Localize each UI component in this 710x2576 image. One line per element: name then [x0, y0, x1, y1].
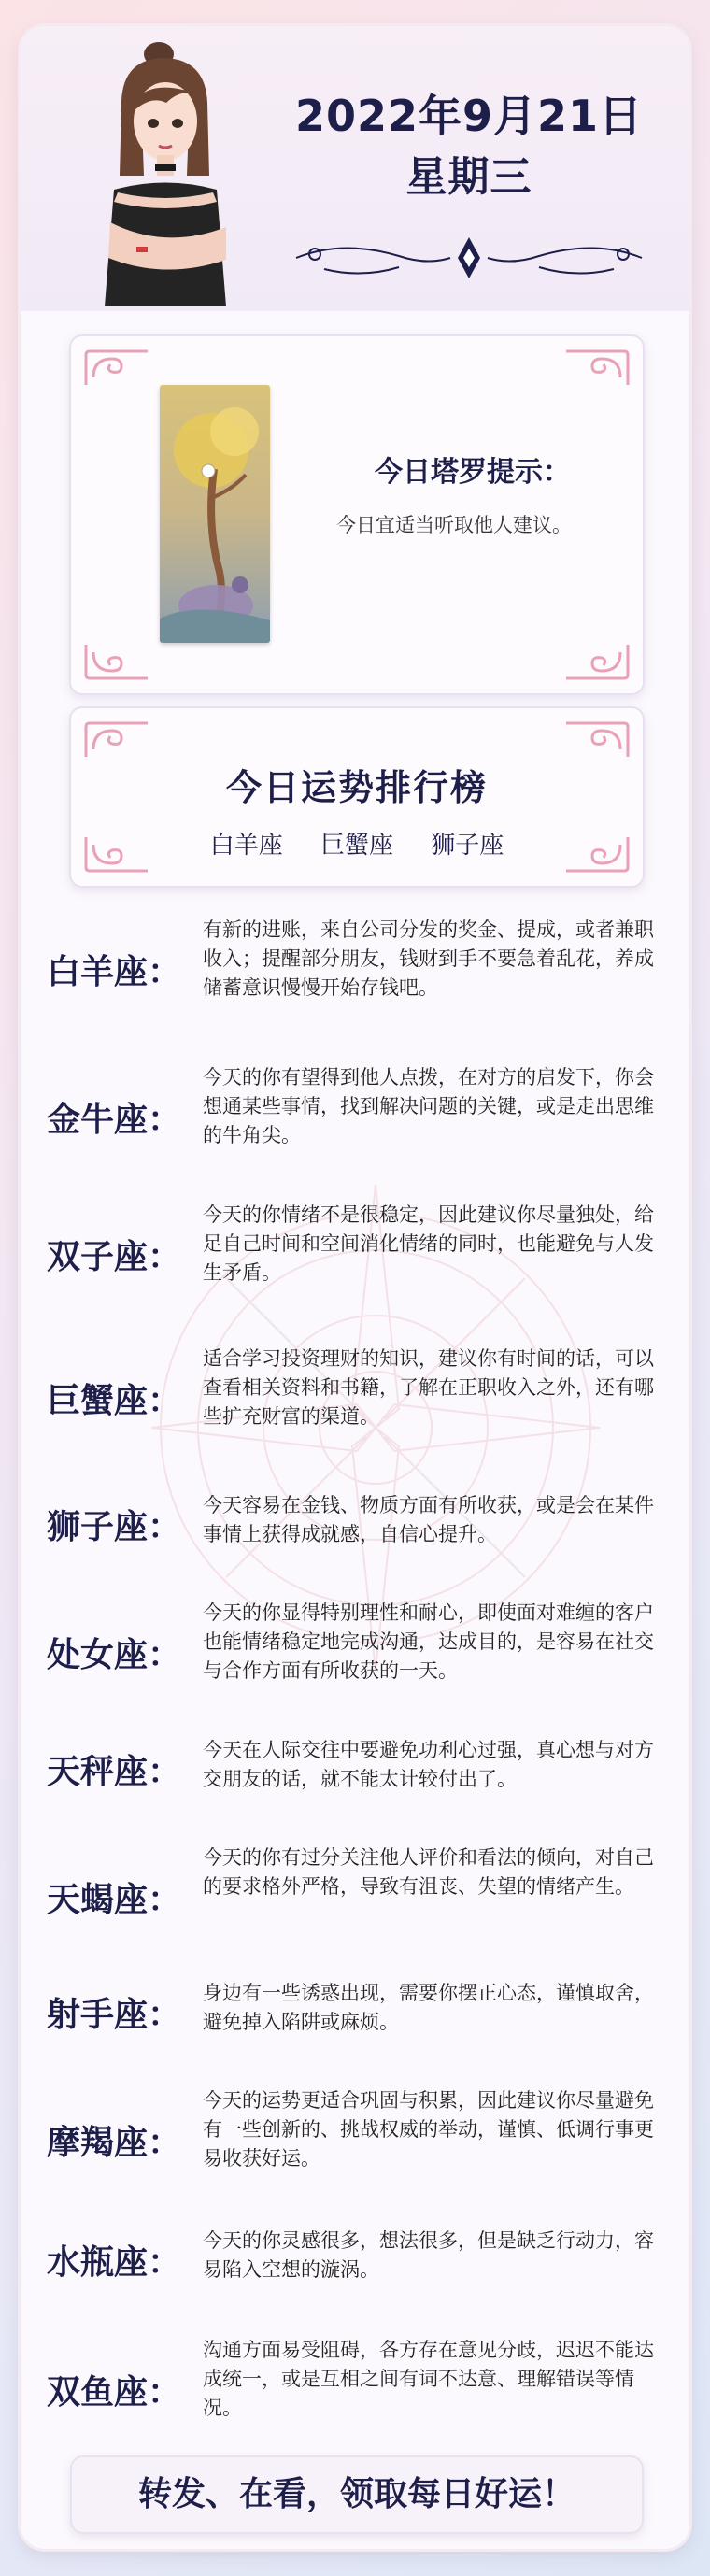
- corner-ornament-icon: [564, 643, 630, 680]
- sign-name: 白羊座：: [47, 953, 182, 991]
- sign-name: 金牛座：: [47, 1101, 182, 1139]
- corner-ornament-icon: [564, 721, 630, 759]
- sign-text: 今天的你灵感很多，想法很多，但是缺乏行动力，容易陷入空想的漩涡。: [203, 2229, 654, 2281]
- ranking-signs: [71, 826, 643, 861]
- sign-name: 水瓶座：: [47, 2243, 182, 2282]
- sign-name: 处女座：: [47, 1636, 182, 1674]
- ranking-sign: 白羊座: [209, 832, 283, 860]
- footer-banner: 转发、在看，领取每日好运！: [70, 2455, 644, 2534]
- sign-text: 身边有一些诱惑出现，需要你摆正心态，谨慎取舍，避免掉入陷阱或麻烦。: [203, 1982, 654, 2033]
- sign-text: 今天在人际交往中要避免功利心过强，真心想与对方交朋友的话，就不能太计较付出了。: [203, 1739, 654, 1790]
- date-text: 2022年9月21日: [294, 91, 644, 141]
- ranking-card: [69, 706, 645, 888]
- sign-text: 今天的运势更适合巩固与积累，因此建议你尽量避免有一些创新的、挑战权威的举动，谨慎、低调行事更易收获好运。: [203, 2089, 654, 2170]
- weekday-text: 星期三: [405, 153, 532, 201]
- tarot-text: 今日宜适当听取他人建议。: [336, 514, 572, 536]
- sign-text: 今天的你有过分关注他人评价和看法的倾向，对自己的要求格外严格，导致有沮丧、失望的情绪产生。: [203, 1846, 654, 1898]
- ranking-sign: 狮子座: [431, 832, 504, 860]
- sign-text: 适合学习投资理财的知识，建议你有时间的话，可以查看相关资料和书籍，了解在正职收入之外，还有哪些扩充财富的渠道。: [203, 1347, 654, 1428]
- sign-text: 今天容易在金钱、物质方面有所收获，或是会在某件事情上获得成就感，自信心提升。: [203, 1494, 654, 1545]
- tarot-title: 今日塔罗提示：: [375, 456, 571, 489]
- ranking-title: 今日运势排行榜: [225, 767, 488, 808]
- ranking-sign: 巨蟹座: [320, 832, 393, 860]
- corner-ornament-icon: [564, 349, 630, 387]
- sign-name: 巨蟹座：: [47, 1382, 182, 1420]
- header: [21, 26, 689, 311]
- sign-text: 今天的你显得特别理性和耐心，即使面对难缠的客户也能情绪稳定地完成沟通，达成目的，是容易在社交与合作方面有所收获的一天。: [203, 1601, 654, 1682]
- content-panel: [21, 26, 689, 2549]
- sign-text: 有新的进账，来自公司分发的奖金、提成，或者兼职收入；提醒部分朋友，钱财到手不要急着乱花，养成储蓄意识慢慢开始存钱吧。: [203, 918, 654, 999]
- sign-name: 狮子座：: [47, 1508, 182, 1546]
- sign-text: 沟通方面易受阻碍，各方存在意见分歧，迟迟不能达成统一，或是互相之间有词不达意、理解错误等情况。: [203, 2339, 654, 2419]
- sign-name: 射手座：: [47, 1996, 182, 2034]
- sign-name: 双子座：: [47, 1238, 182, 1276]
- corner-ornament-icon: [84, 643, 149, 680]
- corner-ornament-icon: [84, 349, 149, 387]
- sign-name: 摩羯座：: [47, 2124, 182, 2162]
- tarot-card-image: [160, 385, 270, 643]
- sign-name: 双鱼座：: [47, 2373, 182, 2412]
- flourish-ornament: [287, 221, 651, 295]
- tarot-tip-card: [69, 334, 645, 695]
- girl-illustration: [86, 36, 254, 306]
- sign-name: 天蝎座：: [47, 1881, 182, 1919]
- corner-ornament-icon: [84, 721, 149, 759]
- sign-text: 今天的你情绪不是很稳定，因此建议你尽量独处，给足自己时间和空间消化情绪的同时，也能避免与人发生矛盾。: [203, 1203, 654, 1284]
- sign-name: 天秤座：: [47, 1753, 182, 1791]
- sign-text: 今天的你有望得到他人点拨，在对方的启发下，你会想通某些事情，找到解决问题的关键，或是走出思维的牛角尖。: [203, 1066, 654, 1146]
